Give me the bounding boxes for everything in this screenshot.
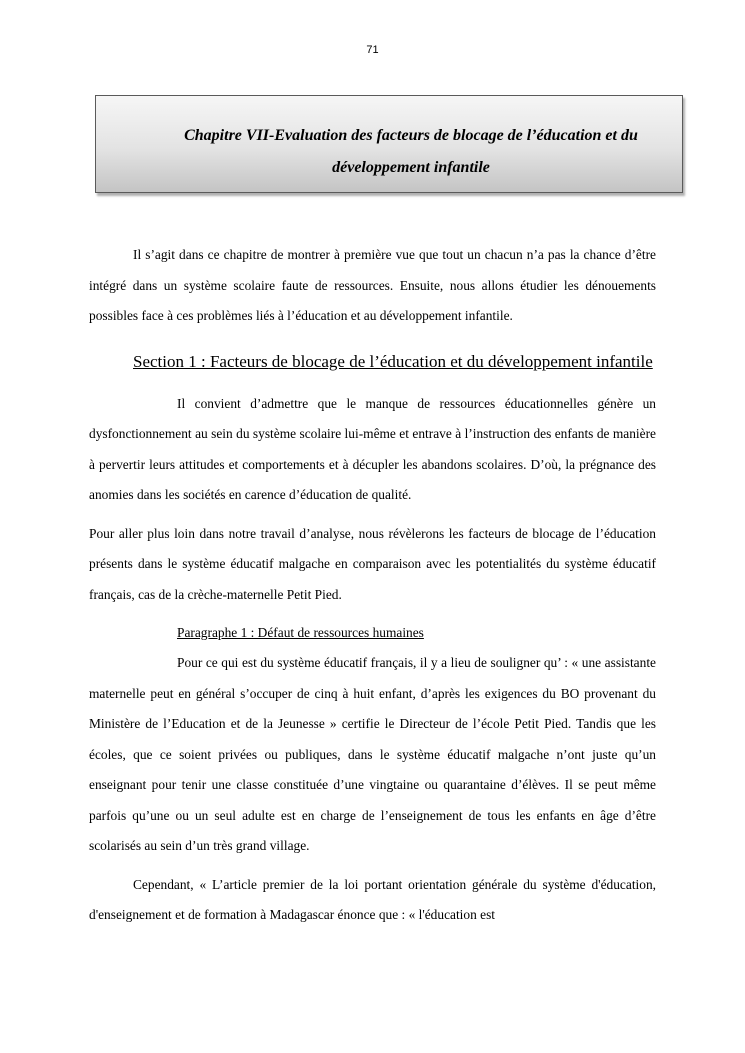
paragraph-4: Cependant, « L’article premier de la loi portant orientation générale du système d'éducation, d'enseignement et de formation à Madagascar énonce que : « l'éducation est	[89, 876, 656, 922]
paragraph-heading: Paragraphe 1 : Défaut de ressources humaines	[177, 625, 424, 640]
intro-paragraph: Il s’agit dans ce chapitre de montrer à première vue que tout un chacun n’a pas la chance d’être intégré dans un système scolaire faute de ressources. Ensuite, nous allons étudier les dénouements possibles face à ces problèmes liés à l’éducation et au développement infantile.	[89, 247, 656, 323]
page-body	[89, 240, 656, 939]
paragraph-3: Pour ce qui est du système éducatif français, il y a lieu de souligner qu’ : « une assistante maternelle peut en général s’occuper de cinq à huit enfant, d’après les exigences du BO provenant du Ministère de l’Education et de la Jeunesse » certifie le Directeur de l’école Petit Pied. Tandis que les écoles, que ce soient privées ou publiques, dans le système éducatif malgache n’ont juste qu’un enseignant pour tenir une classe constituée d’une vingtaine ou quarantaine d’élèves. Il se peut même parfois qu’une ou un seul adulte est en charge de l’enseignement de tous les enfants en âge d’être scolarisés au sein d’un très grand village.	[89, 655, 656, 853]
section-title: Section 1 : Facteurs de blocage de l’éducation et du développement infantile	[133, 351, 653, 371]
paragraph-1: Il convient d’admettre que le manque de ressources éducationnelles génère un dysfonctionnement au sein du système scolaire lui-même et entrave à l’instruction des enfants de manière à pervertir leurs attitudes et comportements et à décupler les abandons scolaires. D’où, la prégnance des anomies dans les sociétés en carence d’éducation de qualité.	[89, 395, 656, 502]
paragraph-2: Pour aller plus loin dans notre travail d’analyse, nous révèlerons les facteurs de blocage de l’éducation présents dans le système éducatif malgache en comparaison avec les potentialités du système éducatif français, cas de la crèche-maternelle Petit Pied.	[89, 525, 656, 602]
chapter-title-box	[95, 95, 683, 193]
page-number: 71	[366, 44, 379, 56]
chapter-title: Chapitre VII-Evaluation des facteurs de blocage de l’éducation et du développement infantile	[184, 127, 638, 176]
